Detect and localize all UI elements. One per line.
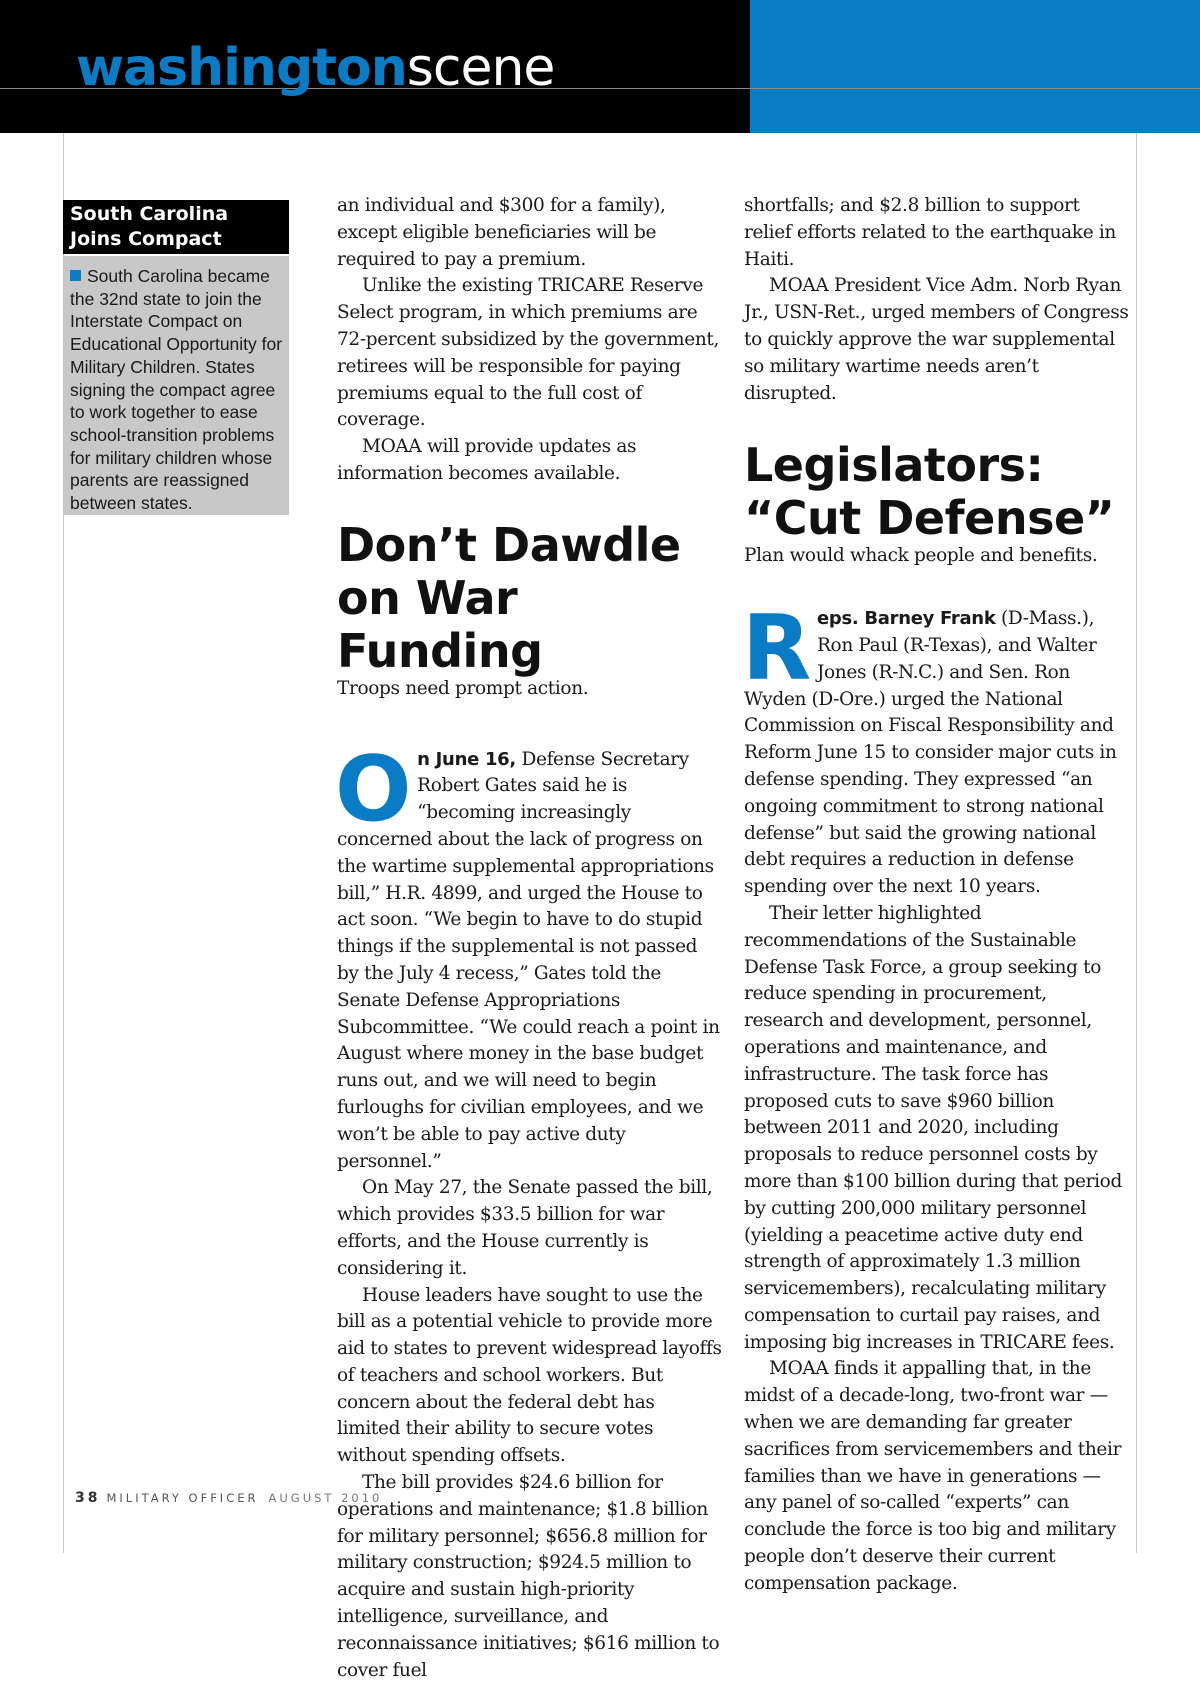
right-margin-rule — [1136, 133, 1137, 1553]
sidebar-box — [63, 200, 289, 515]
headline-line1: Legislators: — [744, 438, 1044, 493]
paragraph: House leaders have sought to use the bill as a potential vehicle to provide more aid to states to prevent widespread layoffs of teachers and school workers. But concern about the federal debt has limited their ability to secure votes without spending offsets. — [337, 1284, 722, 1467]
masthead-bold: washington — [76, 38, 407, 98]
article-column-3 — [744, 193, 1129, 1598]
masthead-light: scene — [406, 38, 555, 98]
headline-line1: Don’t Dawdle — [337, 517, 681, 572]
lead-paragraph — [335, 736, 722, 1176]
drop-cap: R — [742, 596, 811, 702]
paragraph: On May 27, the Senate passed the bill, which provides $33.5 billion for war efforts, and the House currently is considering it. — [337, 1177, 713, 1279]
paragraph: MOAA President Vice Adm. Norb Ryan Jr., USN-Ret., urged members of Congress to quickly approve the war supplemental so military wartime needs aren’t disrupted. — [744, 275, 1129, 404]
sidebar-text: South Carolina became the 32nd state to join the Interstate Compact on Educational Opportunity for Military Children. States signing the compact agree to work together to ease school-transition problems for military children whose parents are reassigned between states. — [70, 266, 283, 514]
page-number: 38 — [75, 1490, 101, 1506]
sidebar-title-line2: Joins Compact — [70, 228, 222, 250]
headline-war-funding — [337, 519, 722, 678]
publication-name: MILITARY OFFICER — [106, 1491, 259, 1505]
paragraph: shortfalls; and $2.8 billion to support relief efforts related to the earthquake in Haiti. — [744, 195, 1116, 270]
paragraph: The bill provides $24.6 billion for operations and maintenance; $1.8 billion for military personnel; $656.8 million for military construction; $924.5 million to acquire and sustain high-priority intelligence, surveillance, and reconnaissance initiatives; $616 million to cover fuel — [337, 1472, 720, 1681]
lead-in: eps. Barney Frank — [816, 608, 996, 630]
paragraph: MOAA will provide updates as information becomes available. — [337, 436, 637, 484]
deck-war-funding: Troops need prompt action. — [337, 677, 589, 699]
sidebar-body — [63, 256, 289, 515]
lead-text: Defense Secretary Robert Gates said he is “becoming increasingly concerned about the lack of progress on the wartime supplemental appropriations bill,” H.R. 4899, and urged the House to act soon. “We begin to have to do stupid things if the supplemental is not passed by the July 4 recess,” Gates told the Senate Defense Appropriations Subcommittee. “We could reach a point in August where money in the base budget runs out, and we will need to begin furloughs for civilian employees, and we won’t be able to pay active duty personnel.” — [337, 748, 720, 1172]
sidebar-title-line1: South Carolina — [70, 203, 229, 225]
headline-line2: “Cut Defense” — [744, 491, 1115, 546]
paragraph: an individual and $300 for a family), except eligible beneficiaries will be required to pay a premium. — [337, 195, 666, 270]
drop-cap: O — [335, 736, 412, 842]
blue-square-bullet-icon — [70, 270, 81, 281]
headline-cut-defense — [744, 439, 1129, 545]
header-blue-band — [750, 0, 1200, 133]
article-column-2 — [337, 193, 722, 1684]
lead-in: n June 16, — [417, 748, 516, 770]
issue-date: AUGUST 2010 — [268, 1491, 383, 1505]
paragraph: Unlike the existing TRICARE Reserve Select program, in which premiums are 72-percent subsidized by the government, retirees will be responsible for paying premiums equal to the full cost of coverage. — [337, 275, 720, 431]
paragraph: MOAA finds it appalling that, in the midst of a decade-long, two-front war — when we are demanding far greater sacrifices from servicemembers and their families than we have in generations — any panel of so-called “experts” can conclude the force is too big and military people don’t deserve their current compensation package. — [744, 1358, 1122, 1594]
deck-cut-defense: Plan would whack people and benefits. — [744, 545, 1098, 567]
lead-text: (D-Mass.), Ron Paul (R-Texas), and Walter Jones (R-N.C.) and Sen. Ron Wyden (D-Ore.) urged the National Commission on Fiscal Responsibility and Reform June 15 to consider major cuts in defense spending. They expressed “an ongoing commitment to strong national defense” but said the growing national debt requires a reduction in defense spending over the next 10 years. — [744, 608, 1117, 898]
headline-line2: on War Funding — [337, 570, 543, 678]
paragraph: Their letter highlighted recommendations of the Sustainable Defense Task Force, a group seeking to reduce spending in procurement, research and development, personnel, operations and maintenance, and infrastructure. The task force has proposed cuts to save $960 billion between 2011 and 2020, including proposals to reduce personnel costs by more than $100 billion during that period by cutting 200,000 military personnel (yielding a peacetime active duty end strength of approximately 1.3 million servicemembers), recalculating military compensation to curtail pay raises, and imposing big increases in TRICARE fees. — [744, 902, 1122, 1353]
sidebar-title — [63, 200, 289, 254]
lead-paragraph — [742, 596, 1129, 901]
page-footer — [75, 1490, 382, 1506]
section-masthead — [76, 36, 554, 100]
